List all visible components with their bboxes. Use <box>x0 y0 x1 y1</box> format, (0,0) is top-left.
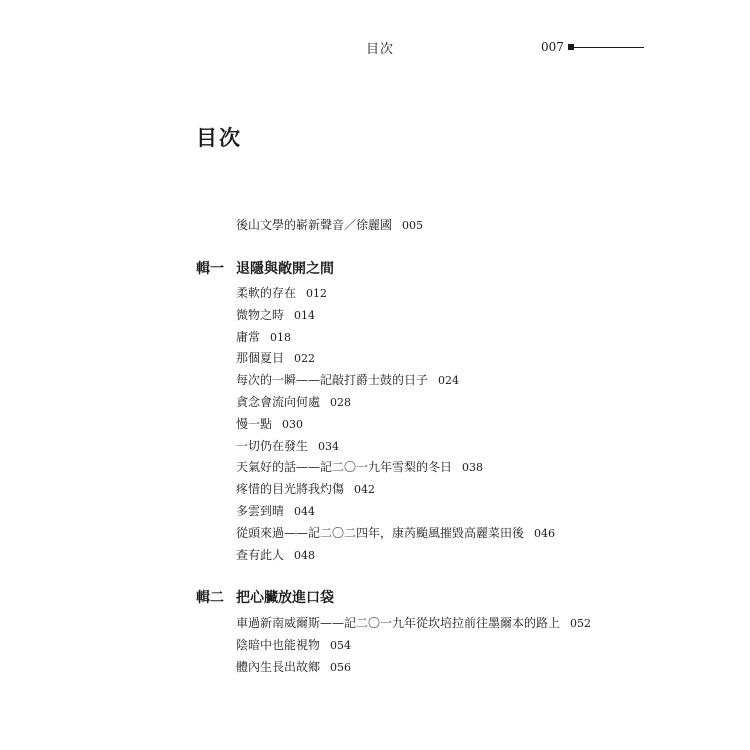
toc-entry <box>236 523 555 545</box>
preface-page: 005 <box>402 219 424 232</box>
toc-entry <box>236 414 555 436</box>
toc-entry <box>236 657 591 679</box>
entry-page: 042 <box>354 483 376 497</box>
entry-title: 疼惜的目光將我灼傷 <box>236 482 345 497</box>
section-1-entries <box>236 283 555 566</box>
toc-entry <box>236 436 555 458</box>
entry-title: 一切仍在發生 <box>236 438 309 453</box>
toc-entry <box>236 392 555 414</box>
entry-page: 018 <box>270 330 292 344</box>
entry-title: 陰暗中也能視物 <box>236 637 321 652</box>
entry-title: 庸常 <box>236 329 261 344</box>
entry-title: 那個夏日 <box>236 351 285 366</box>
entry-title: 微物之時 <box>236 307 285 322</box>
toc-entry <box>236 370 555 392</box>
entry-title: 柔軟的存在 <box>236 286 297 300</box>
entry-page: 048 <box>294 548 316 562</box>
toc-entry <box>236 635 591 657</box>
toc-entry <box>236 613 591 635</box>
entry-title: 貪念會流向何處 <box>236 394 321 409</box>
entry-page: 046 <box>534 526 556 540</box>
entry-title: 每次的一瞬——記敲打爵士鼓的日子 <box>236 373 429 388</box>
entry-title: 天氣好的話——記二〇一九年雪梨的冬日 <box>236 460 453 475</box>
toc-entry <box>236 305 555 327</box>
entry-page: 014 <box>294 308 316 322</box>
toc-entry <box>236 327 555 349</box>
page-folio <box>541 40 644 54</box>
entry-title: 從頭來過——記二〇二四年，康芮颱風摧毀高麗菜田後 <box>236 525 525 540</box>
entry-title: 慢一點 <box>236 416 273 431</box>
entry-page: 028 <box>330 395 352 409</box>
entry-title: 查有此人 <box>236 547 285 562</box>
entry-page: 022 <box>294 352 316 366</box>
section-heading-2 <box>196 587 334 607</box>
entry-title: 多雲到晴 <box>236 503 285 518</box>
entry-page: 024 <box>438 374 460 388</box>
section-label: 輯二 <box>196 590 224 606</box>
folio-rule <box>574 47 644 48</box>
section-label: 輯一 <box>196 261 224 277</box>
preface-title: 後山文學的嶄新聲音／徐麗國 <box>236 218 393 232</box>
section-2-entries <box>236 613 591 678</box>
entry-page: 034 <box>318 439 340 453</box>
entry-page: 054 <box>330 638 352 652</box>
entry-page: 052 <box>570 617 592 630</box>
page-title: 目次 <box>196 126 242 150</box>
section-title: 把心臟放進口袋 <box>236 590 334 606</box>
toc-entry <box>236 501 555 523</box>
toc-entry <box>236 457 555 479</box>
section-heading-1 <box>196 258 334 278</box>
entry-page: 030 <box>282 417 304 431</box>
toc-entry <box>236 479 555 501</box>
page-number: 007 <box>541 40 564 54</box>
toc-entry <box>236 545 555 567</box>
entry-title: 車過新南威爾斯——記二〇一九年從坎培拉前往墨爾本的路上 <box>236 616 561 630</box>
toc-entry <box>236 283 555 305</box>
entry-page: 038 <box>462 461 484 475</box>
entry-page: 012 <box>306 287 328 300</box>
toc-entry <box>236 348 555 370</box>
entry-page: 056 <box>330 660 352 674</box>
preface-entry <box>236 216 423 233</box>
running-head-title: 目次 <box>366 42 395 57</box>
entry-page: 044 <box>294 504 316 518</box>
entry-title: 體內生長出故鄉 <box>236 659 321 674</box>
section-title: 退隱與敞開之間 <box>236 261 334 277</box>
